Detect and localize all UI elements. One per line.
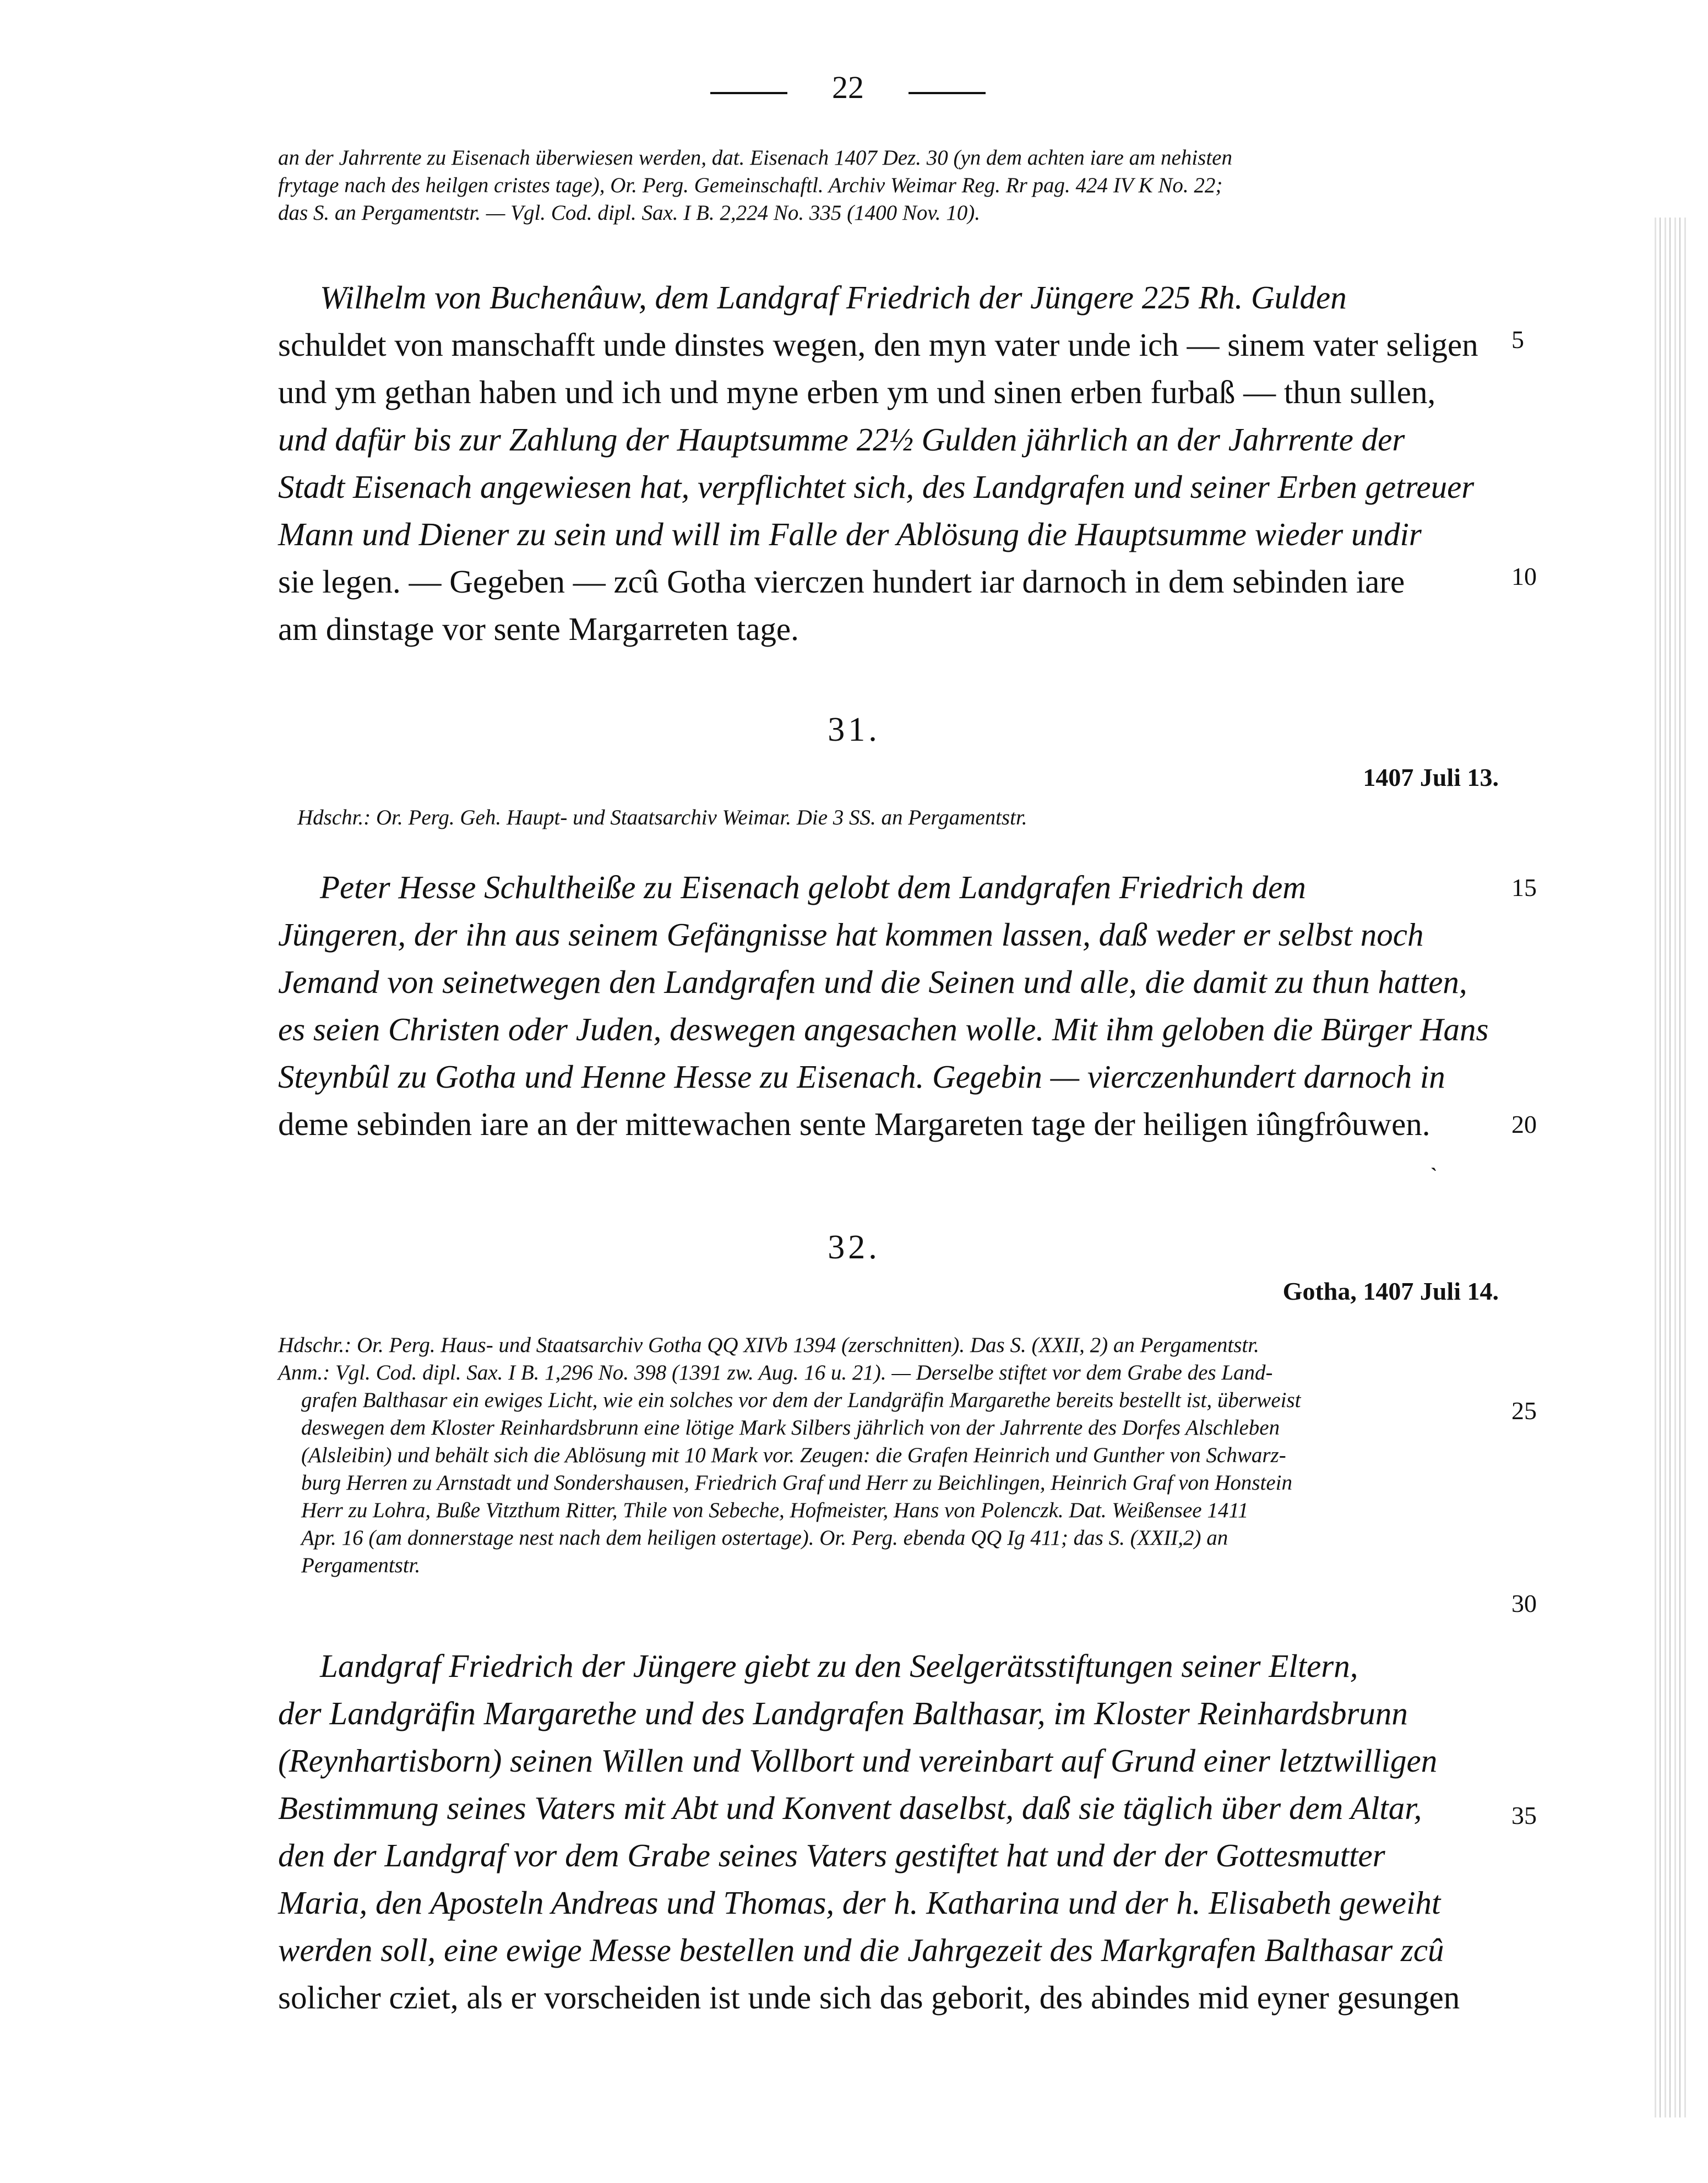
document-30-text [278, 274, 1500, 653]
margin-line-numbers [1511, 0, 1578, 2183]
line-number: 35 [1511, 1801, 1537, 1829]
body-line: Peter Hesse Schultheiße zu Eisenach gelobt dem Landgrafen Friedrich dem [320, 869, 1306, 905]
header-rule-left [710, 92, 787, 94]
note-line: deswegen dem Kloster Reinhardsbrunn eine lötige Mark Silbers jährlich von der Jahrrente des Dorfes Alschleben [301, 1416, 1280, 1440]
intro-note [278, 144, 1500, 227]
note-line: Apr. 16 (am donnerstage nest nach dem heiligen ostertage). Or. Perg. ebenda QQ Ig 411; das S. (XXII,2) an [301, 1526, 1228, 1550]
section-31-text [278, 864, 1500, 1148]
note-line: frytage nach des heilgen cristes tage), Or. Perg. Gemeinschaftl. Archiv Weimar Reg. Rr pag. 424 IV K No. 22; [278, 173, 1223, 197]
page-header [0, 69, 1708, 113]
body-line: Bestimmung seines Vaters mit Abt und Konvent daselbst, daß sie täglich über dem Altar, [278, 1790, 1422, 1826]
body-line: Jüngeren, der ihn aus seinem Gefängnisse hat kommen lassen, daß weder er selbst noch [278, 916, 1424, 953]
body-line: deme sebinden iare an der mittewachen sente Margareten tage der heiligen iûngfrôuwen. [278, 1106, 1430, 1142]
body-line: sie legen. — Gegeben — zcû Gotha vierczen hundert iar darnoch in dem sebinden iare [278, 563, 1405, 600]
section-32-number: 32. [828, 1229, 880, 1266]
body-line: den der Landgraf vor dem Grabe seines Vaters gestiftet hat und der der Gottesmutter [278, 1837, 1385, 1874]
note-line: (Alsleibin) und behält sich die Ablösung mit 10 Mark vor. Zeugen: die Grafen Heinrich und Gunther von Schwarz- [301, 1443, 1286, 1467]
header-rule-right [909, 92, 986, 94]
body-line: Jemand von seinetwegen den Landgrafen und die Seinen und alle, die damit zu thun hatten, [278, 964, 1467, 1000]
body-line: solicher cziet, als er vorscheiden ist unde sich das geborit, des abindes mid eyner gesungen [278, 1979, 1460, 2016]
section-31-source [297, 804, 1520, 832]
print-speck: ˎ [1430, 1149, 1437, 1171]
body-line: es seien Christen oder Juden, deswegen angesachen wolle. Mit ihm geloben die Bürger Hans [278, 1011, 1489, 1047]
section-31-date: 1407 Juli 13. [1363, 763, 1499, 791]
scan-edge-artifact [1655, 218, 1688, 2117]
body-line: und ym gethan haben und ich und myne erben ym und sinen erben furbaß — thun sullen, [278, 374, 1436, 410]
note-line: Pergamentstr. [301, 1554, 421, 1577]
section-32-text [278, 1642, 1500, 2021]
section-31-number: 31. [828, 711, 880, 748]
body-line: und dafür bis zur Zahlung der Hauptsumme 22½ Gulden jährlich an der Jahrrente der [278, 421, 1405, 458]
note-line: burg Herren zu Arnstadt und Sondershausen, Friedrich Graf und Herr zu Beichlingen, Heinrich Graf von Honstein [301, 1471, 1292, 1495]
body-line: werden soll, eine ewige Messe bestellen und die Jahrgezeit des Markgrafen Balthasar zcû [278, 1932, 1444, 1968]
body-line: (Reynhartisborn) seinen Willen und Vollbort und vereinbart auf Grund einer letztwilligen [278, 1742, 1438, 1779]
body-line: Wilhelm von Buchenâuw, dem Landgraf Friedrich der Jüngere 225 Rh. Gulden [320, 279, 1347, 316]
note-line: Hdschr.: Or. Perg. Haus- und Staatsarchiv Gotha QQ XIVb 1394 (zerschnitten). Das S. (XXII, 2) an Pergamentstr. [278, 1333, 1259, 1357]
body-line: Maria, den Aposteln Andreas und Thomas, der h. Katharina und der h. Elisabeth geweiht [278, 1885, 1441, 1921]
body-line: Mann und Diener zu sein und will im Falle der Ablösung die Hauptsumme wieder undir [278, 516, 1422, 552]
note-line: Anm.: Vgl. Cod. dipl. Sax. I B. 1,296 No. 398 (1391 zw. Aug. 16 u. 21). — Derselbe stiftet vor dem Grabe des Land- [278, 1361, 1273, 1384]
note-line: grafen Balthasar ein ewiges Licht, wie ein solches vor dem der Landgräfin Margarethe bereits bestellt ist, überweist [301, 1388, 1301, 1412]
note-line: das S. an Pergamentstr. — Vgl. Cod. dipl. Sax. I B. 2,224 No. 335 (1400 Nov. 10). [278, 201, 981, 225]
note-line: an der Jahrrente zu Eisenach überwiesen werden, dat. Eisenach 1407 Dez. 30 (yn dem achten iare am nehisten [278, 146, 1232, 170]
note-line: Herr zu Lohra, Buße Vitzthum Ritter, Thile von Sebeche, Hofmeister, Hans von Polenczk. Dat. Weißensee 1411 [301, 1498, 1249, 1522]
body-line: Stadt Eisenach angewiesen hat, verpflichtet sich, des Landgrafen und seiner Erben getreuer [278, 469, 1475, 505]
line-number: 15 [1511, 873, 1537, 902]
section-32-date: Gotha, 1407 Juli 14. [1282, 1277, 1499, 1305]
body-line: Steynbûl zu Gotha und Henne Hesse zu Eisenach. Gegebin — vierczenhundert darnoch in [278, 1058, 1445, 1095]
section-32-note [278, 1332, 1500, 1579]
body-line: schuldet von manschafft unde dinstes wegen, den myn vater unde ich — sinem vater seligen [278, 327, 1478, 363]
line-number: 20 [1511, 1110, 1537, 1138]
line-number: 25 [1511, 1397, 1537, 1425]
line-number: 30 [1511, 1589, 1537, 1617]
body-line: Landgraf Friedrich der Jüngere giebt zu den Seelgerätsstiftungen seiner Eltern, [320, 1648, 1358, 1684]
body-line: am dinstage vor sente Margarreten tage. [278, 611, 799, 647]
note-line: Hdschr.: Or. Perg. Geh. Haupt- und Staatsarchiv Weimar. Die 3 SS. an Pergamentstr. [297, 806, 1027, 829]
line-number: 5 [1511, 325, 1524, 354]
line-number: 10 [1511, 562, 1537, 590]
body-line: der Landgräfin Margarethe und des Landgrafen Balthasar, im Kloster Reinhardsbrunn [278, 1695, 1408, 1731]
page-number: 22 [832, 69, 864, 105]
